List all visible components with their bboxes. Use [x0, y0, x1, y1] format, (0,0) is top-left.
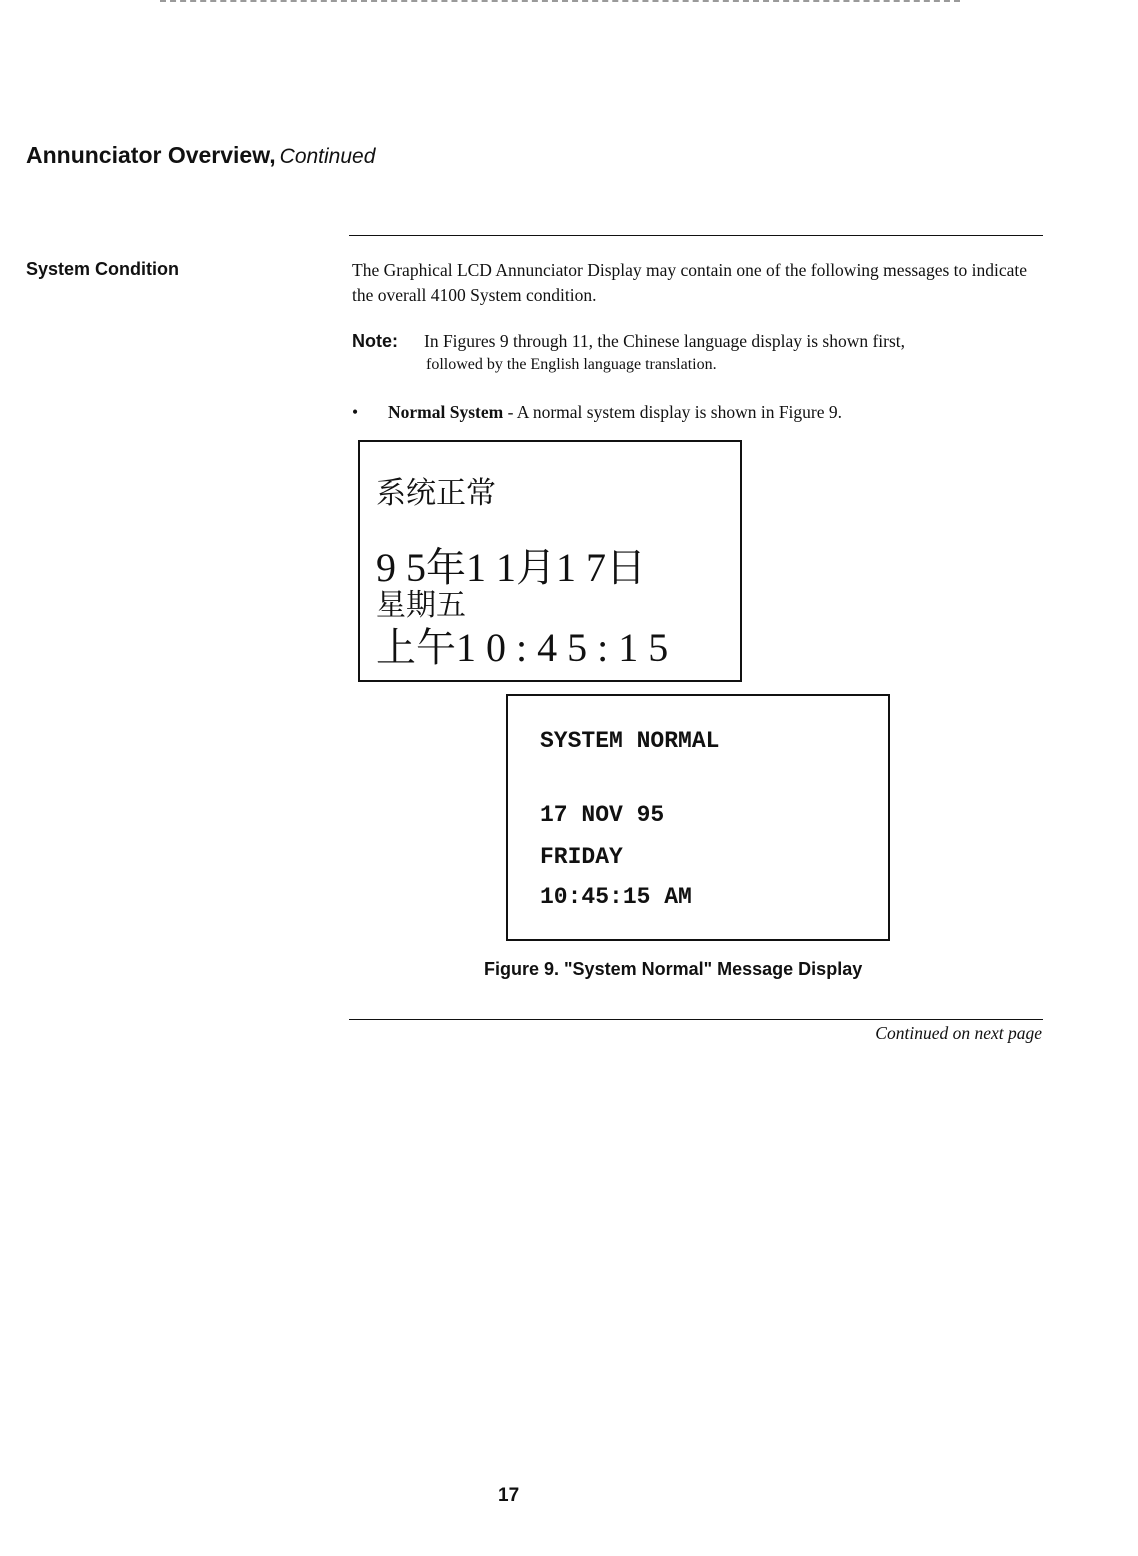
chinese-lcd-line-2: 9 5年1 1月1 7日 [376, 545, 646, 590]
english-lcd-line-1: SYSTEM NORMAL [540, 728, 720, 754]
page-title-text: Annunciator Overview, [26, 142, 276, 168]
page-title-continued: Continued [279, 145, 376, 168]
english-lcd-line-2: 17 NOV 95 [540, 802, 665, 828]
chinese-lcd-line-1: 系统正常 [376, 476, 496, 511]
english-lcd-line-3: FRIDAY [540, 844, 623, 870]
note-label: Note: [352, 331, 398, 351]
english-lcd-line-4: 10:45:15 AM [540, 884, 692, 910]
note-line-2: followed by the English language translation. [426, 356, 717, 373]
page-number: 17 [498, 1485, 520, 1506]
bullet-item [352, 400, 1042, 424]
page-title [26, 142, 375, 169]
section-divider-bottom [349, 1019, 1043, 1020]
scan-edge-mark [160, 0, 960, 4]
bullet-title: Normal System [388, 402, 504, 422]
intro-paragraph: The Graphical LCD Annunciator Display may contain one of the following messages to indicate the overall 4100 System condition. [352, 260, 1028, 305]
bullet-dot-icon: • [352, 402, 359, 422]
english-lcd-display [506, 694, 890, 941]
section-divider-top [349, 235, 1043, 236]
note-block [352, 330, 1042, 376]
note-line-1: In Figures 9 through 11, the Chinese language display is shown first, [424, 331, 906, 351]
chinese-lcd-display [358, 440, 742, 682]
chinese-lcd-line-4: 上午1 0 : 4 5 : 1 5 [376, 625, 669, 670]
bullet-text: - A normal system display is shown in Figure 9. [503, 402, 843, 422]
section-label: System Condition [26, 259, 180, 279]
figure-caption: Figure 9. "System Normal" Message Display [484, 959, 863, 979]
continued-note: Continued on next page [875, 1023, 1042, 1043]
chinese-lcd-line-3: 星期五 [376, 588, 466, 623]
